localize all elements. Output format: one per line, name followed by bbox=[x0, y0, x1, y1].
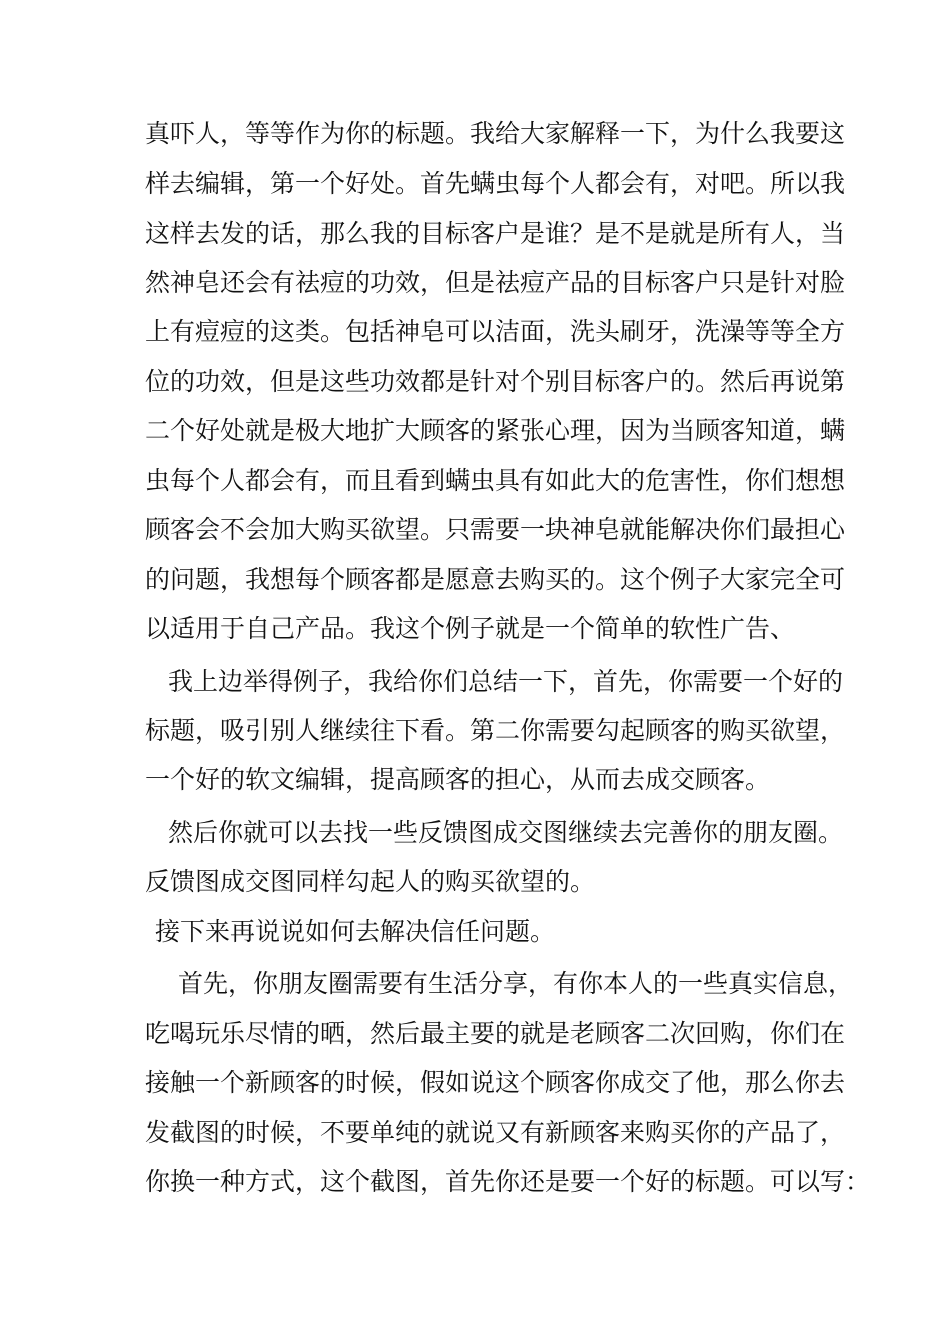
text-line: 以适用于自己产品。我这个例子就是一个简单的软性广告、 bbox=[145, 614, 796, 643]
text-line: 这样去发的话，那么我的目标客户是谁？是不是就是所有人，当 bbox=[145, 219, 846, 248]
text-line: 然后你就可以去找一些反馈图成交图继续去完善你的朋友圈。 bbox=[168, 818, 844, 847]
text-line: 你换一种方式，这个截图，首先你还是要一个好的标题。可以写： bbox=[145, 1167, 871, 1196]
text-line: 我上边举得例子，我给你们总结一下，首先，你需要一个好的 bbox=[168, 667, 844, 696]
text-line: 样去编辑，第一个好处。首先螨虫每个人都会有，对吧。所以我 bbox=[145, 169, 846, 198]
text-line: 反馈图成交图同样勾起人的购买欲望的。 bbox=[145, 867, 596, 896]
text-line: 首先，你朋友圈需要有生活分享，有你本人的一些真实信息， bbox=[178, 969, 854, 998]
text-line: 二个好处就是极大地扩大顾客的紧张心理，因为当顾客知道，螨 bbox=[145, 416, 846, 445]
text-line: 虫每个人都会有，而且看到螨虫具有如此大的危害性，你们想想 bbox=[145, 466, 846, 495]
text-line: 位的功效，但是这些功效都是针对个别目标客户的。然后再说第 bbox=[145, 367, 846, 396]
text-line: 上有痘痘的这类。包括神皂可以洁面，洗头刷牙，洗澡等等全方 bbox=[145, 317, 846, 346]
text-line: 接触一个新顾客的时候，假如说这个顾客你成交了他，那么你去 bbox=[145, 1068, 846, 1097]
text-line: 然神皂还会有祛痘的功效，但是祛痘产品的目标客户只是针对脸 bbox=[145, 268, 846, 297]
text-line: 真吓人，等等作为你的标题。我给大家解释一下，为什么我要这 bbox=[145, 119, 846, 148]
text-line: 吃喝玩乐尽情的晒，然后最主要的就是老顾客二次回购，你们在 bbox=[145, 1019, 846, 1048]
text-line: 接下来再说说如何去解决信任问题。 bbox=[155, 917, 556, 946]
text-line: 顾客会不会加大购买欲望。只需要一块神皂就能解决你们最担心 bbox=[145, 515, 846, 544]
text-line: 一个好的软文编辑，提高顾客的担心，从而去成交顾客。 bbox=[145, 765, 771, 794]
text-line: 发截图的时候，不要单纯的就说又有新顾客来购买你的产品了， bbox=[145, 1118, 846, 1147]
text-line: 的问题，我想每个顾客都是愿意去购买的。这个例子大家完全可 bbox=[145, 565, 846, 594]
text-line: 标题，吸引别人继续往下看。第二你需要勾起顾客的购买欲望， bbox=[145, 716, 846, 745]
